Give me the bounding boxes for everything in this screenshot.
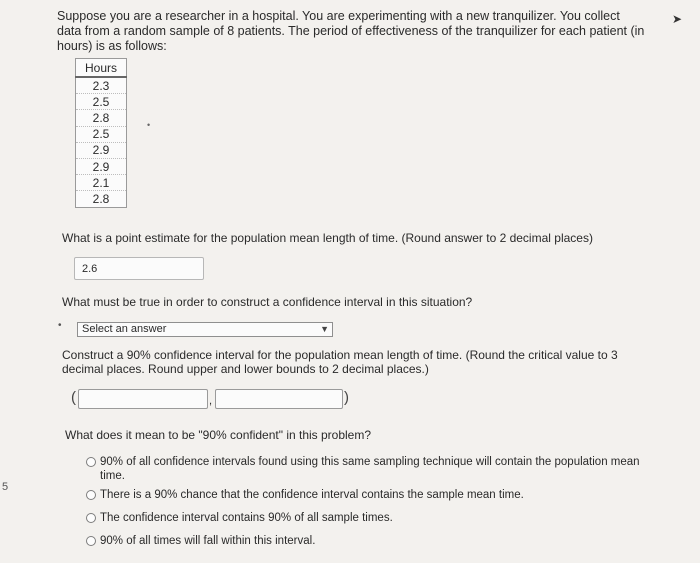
upper-bound-input[interactable] <box>215 389 343 409</box>
edge-mark: 5 <box>2 481 9 493</box>
option-3-label: The confidence interval contains 90% of all sample times. <box>100 512 393 524</box>
open-paren: ( <box>71 389 76 406</box>
question-confidence-meaning: What does it mean to be "90% confident" in this problem? <box>65 428 372 442</box>
option-1-label: 90% of all confidence intervals found using this same sampling technique will contain the population mean time. <box>100 456 640 482</box>
hours-table <box>75 58 127 208</box>
radio-option-4[interactable] <box>86 536 96 546</box>
radio-option-3[interactable] <box>86 513 96 523</box>
table-cell: 2.5 <box>76 94 127 110</box>
hours-header: Hours <box>76 59 127 78</box>
table-cell: 2.8 <box>76 191 127 207</box>
bullet-icon: • <box>58 320 62 331</box>
table-cell: 2.5 <box>76 126 127 142</box>
problem-intro: Suppose you are a researcher in a hospital. You are experimenting with a new tranquilizer. You collect data from a random sample of 8 patients. The period of effectiveness of the tranquilizer for each patient (in hours) is as follows: <box>57 9 645 53</box>
mouse-cursor-icon: ➤ <box>672 12 683 26</box>
question-confidence-interval: Construct a 90% confidence interval for the population mean length of time. (Round the critical value to 3 decimal places. Round upper and lower bounds to 2 decimal places.) <box>62 348 618 376</box>
comma: , <box>209 395 213 407</box>
radio-option-1[interactable] <box>86 457 96 467</box>
table-cell: 2.9 <box>76 158 127 174</box>
table-cell: 2.1 <box>76 175 127 191</box>
radio-option-2[interactable] <box>86 490 96 500</box>
point-estimate-input[interactable]: 2.6 <box>74 257 204 280</box>
table-cell: 2.9 <box>76 142 127 158</box>
chevron-down-icon: ▼ <box>320 324 329 334</box>
question-point-estimate: What is a point estimate for the population mean length of time. (Round answer to 2 decimal places) <box>62 231 593 245</box>
conditions-select[interactable] <box>77 322 333 337</box>
select-value: Select an answer <box>82 323 167 335</box>
table-cell: 2.3 <box>76 77 127 94</box>
question-conditions: What must be true in order to construct a confidence interval in this situation? <box>62 295 473 309</box>
lower-bound-input[interactable] <box>78 389 208 409</box>
option-2-label: There is a 90% chance that the confidence interval contains the sample mean time. <box>100 489 524 501</box>
option-4-label: 90% of all times will fall within this interval. <box>100 535 316 547</box>
close-paren: ) <box>344 389 349 406</box>
stray-dot: • <box>147 120 151 130</box>
table-cell: 2.8 <box>76 110 127 126</box>
